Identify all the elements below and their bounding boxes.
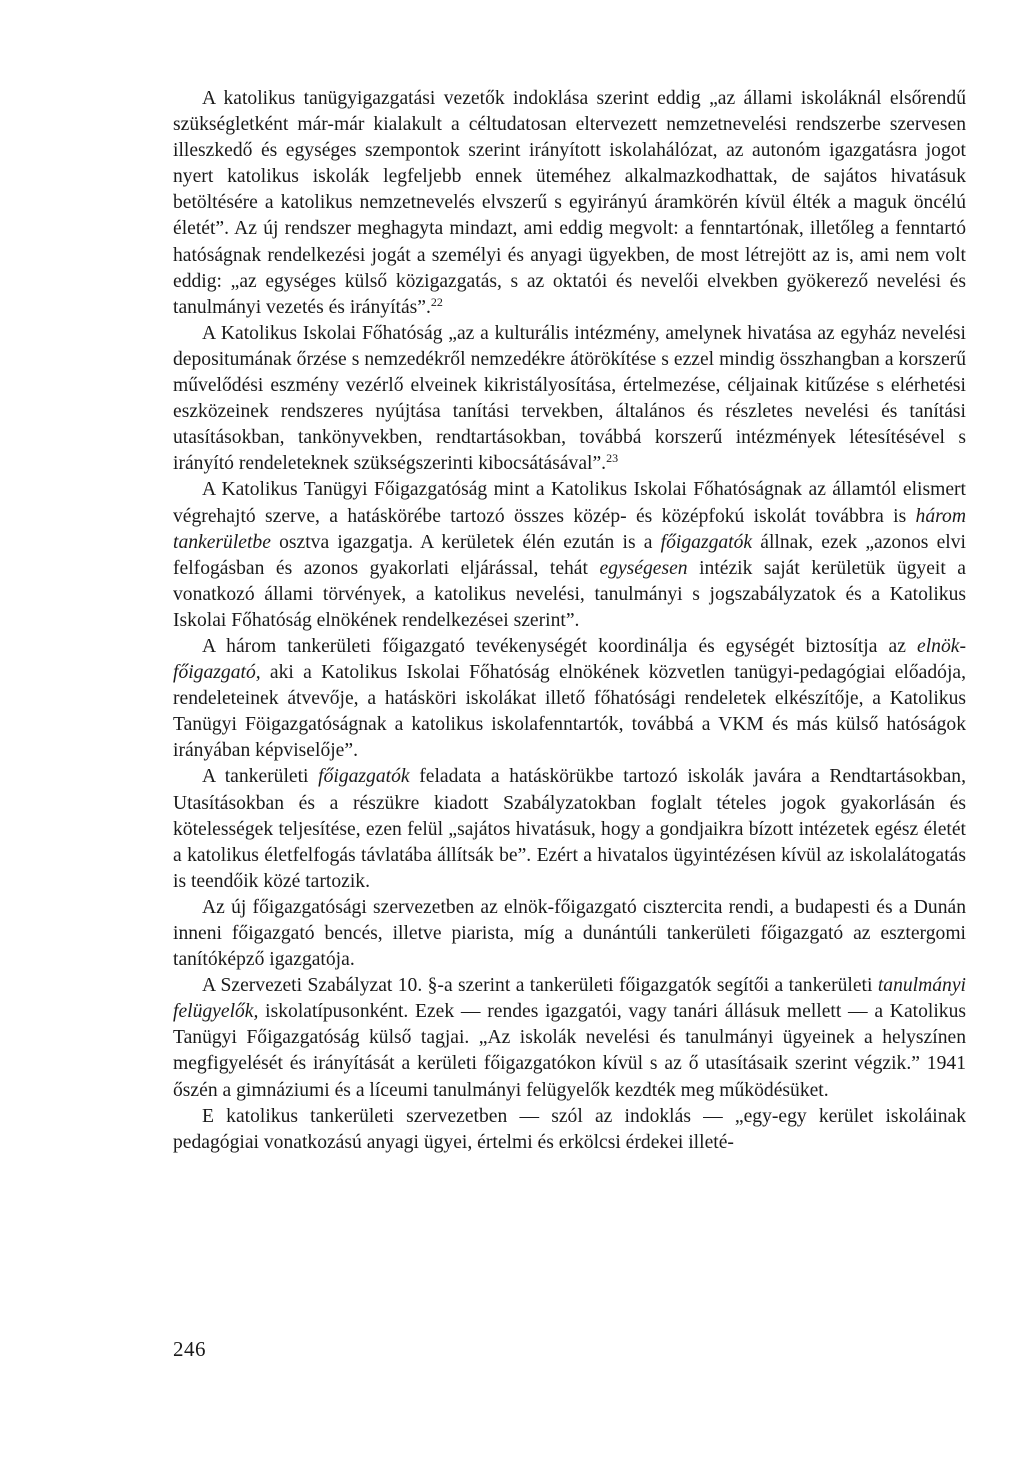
text-run: A három tankerületi főigazgató tevékenységét koordinálja és egységét biztosítja az <box>202 635 918 657</box>
paragraph <box>173 973 966 1103</box>
text-run: E katolikus tankerületi szervezetben — szól az indoklás — „egy-egy kerület iskoláinak pedagógiai vonatkozású anyagi ügyei, értelmi és erkölcsi érdekei illeté- <box>173 1105 966 1153</box>
italic-text: főigazgatók <box>318 766 410 788</box>
text-run: A Katolikus Tanügyi Főigazgatóság mint a Katolikus Iskolai Főhatóságnak az államtól elismert végrehajtó szerve, a hatáskörébe tartozó összes közép- és középfokú iskolát továbbra is <box>173 479 966 527</box>
footnote-ref: 22 <box>430 294 443 309</box>
paragraph <box>173 634 966 764</box>
italic-text: három tankerületbe <box>173 505 966 553</box>
text-run: intézik saját kerületük ügyeit a vonatkozó állami törvények, a katolikus nevelési, tanulmányi s jogszabályzatok és a Katolikus Iskolai Főhatóság elnökének rendelkezései szerint”. <box>173 557 967 631</box>
italic-text: elnök-főigazgató, <box>173 635 966 684</box>
paragraph <box>173 477 966 634</box>
text-run: iskolatípusonként. Ezek — rendes igazgatói, vagy tanári állásuk mellett — a Katolikus Tanügyi Főigazgatóság külső tagjai. „Az iskolák nevelési és tanulmányi ügyeinek a helyszínen megfigyelését és irányítását a kerületi főigazgatókon kívül s az ő utasításaik szerint végzik.” 1941 őszén a gimnáziumi és a líceumi tanulmányi felügyelők kezdték meg működésüket. <box>173 1001 966 1101</box>
text-run: A Katolikus Iskolai Főhatóság „az a kulturális intézmény, amelynek hivatása az egyház nevelési depositumának őrzése s nemzedékről nemzedékre átörökítése s ezzel mindig összhangban a korszerű művelődési eszmény vezérlő elveinek kikristályosítása, értelmezése, céljainak kitűzése s elérhetési eszközeinek rendszeres nyújtása tanítási tervekben, általános és részletes nevelési és tanítási utasításokban, tankönyvekben, rendtartásokban, továbbá korszerű intézmények létesítésével s irányító rendeleteknek szükségszerinti kibocsátásával”. <box>173 322 966 475</box>
paragraph <box>173 86 966 321</box>
text-run: aki a Katolikus Iskolai Főhatóság elnökének közvetlen tanügyi-pedagógiai előadója, rendeleteinek átvevője, a hatásköri iskolákat illető főhatósági rendeletek elkészítője, a Katolikus Tanügyi Föigazgatóságnak a katolikus iskolafenntartók, továbbá a VKM és más külső hatóságok irányában képviselője”. <box>173 662 966 762</box>
paragraph <box>173 764 966 894</box>
text-run: osztva igazgatja. A kerületek élén ezután is a <box>270 531 661 553</box>
italic-text: tanulmányi felügyelők, <box>173 975 966 1023</box>
page-number: 246 <box>173 1337 206 1361</box>
italic-text: főigazgatók <box>660 531 753 553</box>
text-run: állnak, ezek „azonos elvi felfogásban és azonos gyakorlati eljárással, tehát <box>173 531 966 579</box>
paragraph <box>173 895 966 973</box>
italic-text: egységesen <box>599 557 688 579</box>
footnote-ref: 23 <box>606 451 619 466</box>
text-run: feladata a hatáskörükbe tartozó iskolák javára a Rendtartásokban, Utasításokban és a részükre kiadott Szabályzatokban foglalt tételes jogok gyakorlásán és kötelességek teljesítése, ezen felül „sajátos hivatásuk, hogy a gondjaikra bízott intézetek egész életét a katolikus életfelfogás távlatába állítsák be”. Ezért a hivatalos ügyintézésen kívül az iskolalátogatás is teendőik közé tartozik. <box>173 766 966 892</box>
paragraph <box>173 321 966 478</box>
body-text <box>173 86 966 1156</box>
text-run: A katolikus tanügyigazgatási vezetők indoklása szerint eddig „az állami iskoláknál elsőrendű szükségletként már-már kialakult a céltudatosan eltervezett nemzetnevelési rendszerbe szervesen illeszkedő és egységes szempontok szerint irányított iskolahálózat, az autonóm igazgatásra jogot nyert katolikus iskolák legfeljebb ennek üteméhez alkalmazkodhattak, de sajátos hivatásuk betöltésére a katolikus nemzetnevelés elvszerű s egyirányú áramkörén kívül élték a maguk öncélú életét”. Az új rendszer meghagyta mindazt, ami eddig megvolt: a fenntartónak, illetőleg a fenntartó hatóságnak rendelkezési jogát a személyi és anyagi ügyekben, de most létrejött az is, ami nem volt eddig: „az egységes külső közigazgatás, s az oktatói és nevelői elvekben gyökerező nevelési és tanulmányi vezetés és irányítás”. <box>173 88 966 318</box>
text-run: A Szervezeti Szabályzat 10. §-a szerint a tankerületi főigazgatók segítői a tankerületi <box>202 975 878 997</box>
paragraph <box>173 1104 966 1156</box>
text-run: Az új főigazgatósági szervezetben az elnök-főigazgató cisztercita rendi, a budapesti és a Dunán inneni főigazgató bencés, illetve piarista, míg a dunántúli tankerületi főigazgató az esztergomi tanítóképző igazgatója. <box>173 896 966 971</box>
text-run: A tankerületi <box>202 766 319 788</box>
